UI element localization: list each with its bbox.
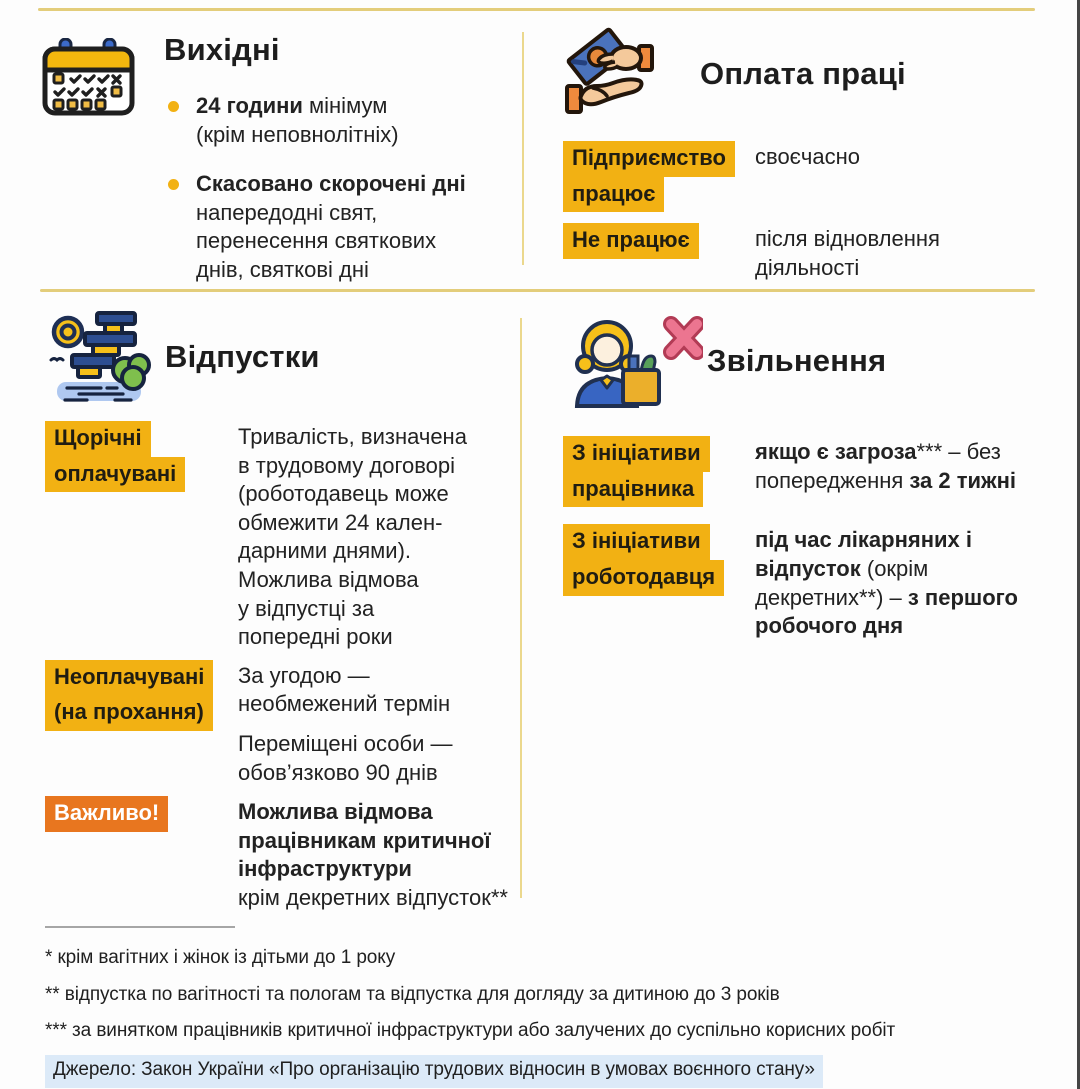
bullet-text: Скасовано скорочені дні напередодні свят, перенесення святкових днів, святкові дні	[196, 171, 466, 282]
row-value: Тривалість, визначена в трудовому договорі (роботодавець може обмежити 24 кален- дарними днями). Можлива відмова у відпустці за попередні роки	[238, 424, 467, 650]
important-badge: Важливо!	[45, 796, 238, 832]
dismissal-row-employee	[563, 436, 1041, 507]
footnote-1: * крім вагітних і жінок із дітьми до 1 року	[45, 947, 396, 968]
pay-row-working	[563, 141, 1041, 212]
footnote-rule	[45, 926, 235, 928]
row-value: своєчасно	[755, 144, 860, 169]
highlight-label: Не працює	[563, 223, 755, 259]
section-title-dismissal: Звільнення	[707, 342, 887, 378]
dismissal-person-icon	[563, 312, 703, 409]
list-item	[164, 92, 522, 149]
row-value: За угодою — необмежений термін Переміщені особи — обов’язково 90 днів	[238, 662, 453, 785]
source-line: Джерело: Закон України «Про організацію трудових відносин в умовах воєнного стану»	[45, 1055, 823, 1088]
section-title-days-off: Вихідні	[164, 32, 280, 67]
footnote-3: *** за винятком працівників критичної інфраструктури або залучених до суспільно корисних робіт	[45, 1020, 896, 1042]
section-pay	[563, 26, 1041, 283]
vacations-row-paid	[45, 421, 521, 652]
highlight-label: Неоплачувані (на прохання)	[45, 660, 238, 731]
highlight-label: З ініціативи працівника	[563, 436, 755, 507]
bullet-dot-icon	[168, 101, 179, 112]
list-item	[164, 170, 522, 284]
section-title-pay: Оплата праці	[700, 55, 906, 91]
top-divider-line	[38, 8, 1035, 11]
vacations-row-unpaid	[45, 660, 521, 787]
row-value: Можлива відмова працівникам критичної інфраструктури крім декретних відпусток**	[238, 799, 508, 910]
highlight-label: Щорічні оплачувані	[45, 421, 238, 492]
days-off-bullet-list	[164, 92, 522, 285]
row-value: після відновлення діяльності	[755, 226, 940, 281]
pay-row-not-working	[563, 223, 1041, 282]
bullet-dot-icon	[168, 179, 179, 190]
highlight-label: Підприємство працює	[563, 141, 755, 212]
vacation-beach-icon	[45, 308, 153, 405]
row-value: під час лікарняних і відпусток (окрім декретних**) – з першого робочого дня	[755, 527, 1018, 639]
x-mark-icon	[671, 324, 697, 352]
salary-hands-icon	[563, 26, 655, 121]
section-days-off	[40, 26, 522, 306]
vacations-row-important	[45, 796, 521, 912]
footnotes	[45, 926, 1040, 1088]
section-title-vacations: Відпустки	[165, 338, 320, 374]
dismissal-row-employer	[563, 524, 1041, 640]
highlight-label: З ініціативи роботодавця	[563, 524, 755, 595]
footnote-2: ** відпустка по вагітності та пологам та відпустка для догляду за дитиною до 3 років	[45, 983, 780, 1005]
calendar-icon	[40, 38, 164, 118]
top-vertical-divider	[522, 32, 524, 265]
section-vacations	[45, 308, 521, 913]
row-value: якщо є загроза*** – без попередження за 2 тижні	[755, 439, 1017, 493]
bullet-text: 24 години мінімум (крім неповнолітніх)	[196, 93, 399, 147]
section-dismissal	[563, 312, 1041, 641]
